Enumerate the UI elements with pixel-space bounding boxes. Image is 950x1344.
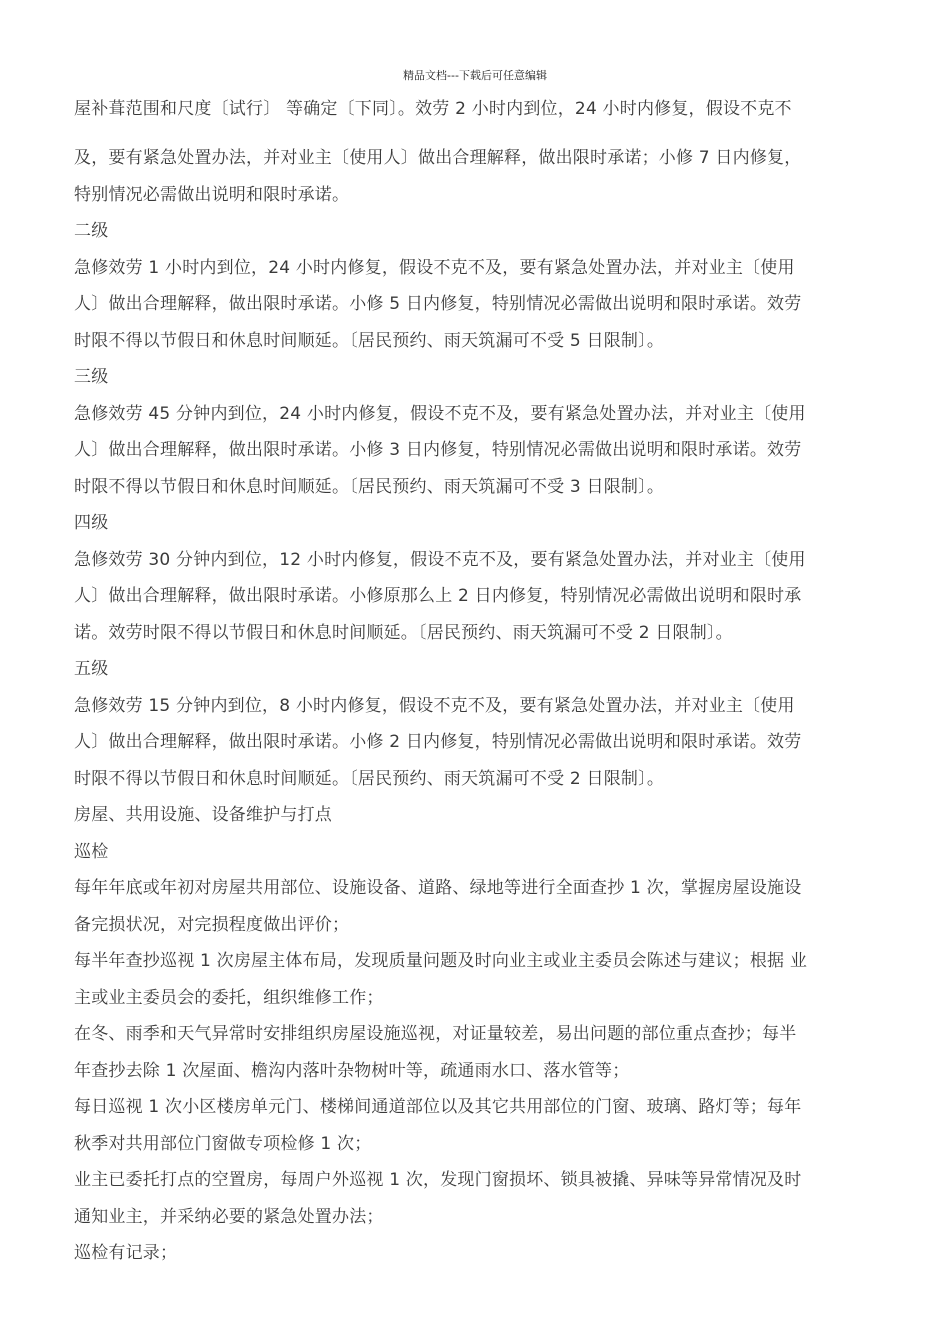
text-line: 时限不得以节假日和休息时间顺延。〔居民预约、雨天筑漏可不受 2 日限制〕。	[74, 769, 665, 789]
text-line: 每日巡视 1 次小区楼房单元门、楼梯间通道部位以及其它共用部位的门窗、玻璃、路灯等；每年	[74, 1097, 802, 1117]
text-line: 特别情况必需做出说明和限时承诺。	[74, 185, 350, 205]
text-line: 时限不得以节假日和休息时间顺延。〔居民预约、雨天筑漏可不受 5 日限制〕。	[74, 331, 665, 351]
text-line: 备完损状况，对完损程度做出评价；	[74, 915, 350, 935]
text-line: 通知业主，并采纳必要的紧急处置办法；	[74, 1207, 384, 1227]
text-line: 业主已委托打点的空置房，每周户外巡视 1 次，发现门窗损坏、锁具被撬、异味等异常情况及时	[74, 1170, 802, 1190]
text-line: 秋季对共用部位门窗做专项检修 1 次；	[74, 1134, 372, 1154]
section-heading: 房屋、共用设施、设备维护与打点	[74, 805, 332, 825]
text-line: 及，要有紧急处置办法，并对业主〔使用人〕做出合理解释，做出限时承诺；小修 7 日内修复，	[74, 148, 802, 168]
text-line: 诺。效劳时限不得以节假日和休息时间顺延。〔居民预约、雨天筑漏可不受 2 日限制〕。	[74, 623, 733, 643]
text-line: 急修效劳 45 分钟内到位，24 小时内修复，假设不克不及，要有紧急处置办法，并对业主〔使用	[74, 404, 806, 424]
text-line: 急修效劳 1 小时内到位，24 小时内修复，假设不克不及，要有紧急处置办法，并对业主〔使用	[74, 258, 795, 278]
text-line: 屋补葺范围和尺度〔试行〕 等确定〔下同〕。效劳 2 小时内到位，24 小时内修复，假设不克不	[74, 99, 792, 119]
text-line: 巡检有记录；	[74, 1243, 178, 1263]
text-line: 年查抄去除 1 次屋面、檐沟内落叶杂物树叶等，疏通雨水口、落水管等；	[74, 1061, 630, 1081]
section-heading: 巡检	[74, 842, 109, 862]
page-header: 精品文档---下载后可任意编辑	[403, 69, 547, 82]
text-line: 在冬、雨季和天气异常时安排组织房屋设施巡视，对证量较差，易出问题的部位重点查抄；每半	[74, 1024, 797, 1044]
text-line: 每半年查抄巡视 1 次房屋主体布局，发现质量问题及时向业主或业主委员会陈述与建议；根据 业	[74, 951, 808, 971]
text-line: 人〕做出合理解释，做出限时承诺。小修 3 日内修复，特别情况必需做出说明和限时承诺。效劳	[74, 440, 802, 460]
section-heading: 二级	[74, 221, 109, 241]
text-line: 人〕做出合理解释，做出限时承诺。小修原那么上 2 日内修复，特别情况必需做出说明和限时承	[74, 586, 802, 606]
section-heading: 五级	[74, 659, 109, 679]
text-line: 人〕做出合理解释，做出限时承诺。小修 2 日内修复，特别情况必需做出说明和限时承诺。效劳	[74, 732, 802, 752]
text-line: 主或业主委员会的委托，组织维修工作；	[74, 988, 384, 1008]
text-line: 人〕做出合理解释，做出限时承诺。小修 5 日内修复，特别情况必需做出说明和限时承诺。效劳	[74, 294, 802, 314]
section-heading: 四级	[74, 513, 109, 533]
text-line: 时限不得以节假日和休息时间顺延。〔居民预约、雨天筑漏可不受 3 日限制〕。	[74, 477, 665, 497]
text-line: 急修效劳 30 分钟内到位，12 小时内修复，假设不克不及，要有紧急处置办法，并对业主〔使用	[74, 550, 806, 570]
section-heading: 三级	[74, 367, 109, 387]
text-line: 每年年底或年初对房屋共用部位、设施设备、道路、绿地等进行全面查抄 1 次，掌握房屋设施设	[74, 878, 802, 898]
text-line: 急修效劳 15 分钟内到位，8 小时内修复，假设不克不及，要有紧急处置办法，并对业主〔使用	[74, 696, 795, 716]
